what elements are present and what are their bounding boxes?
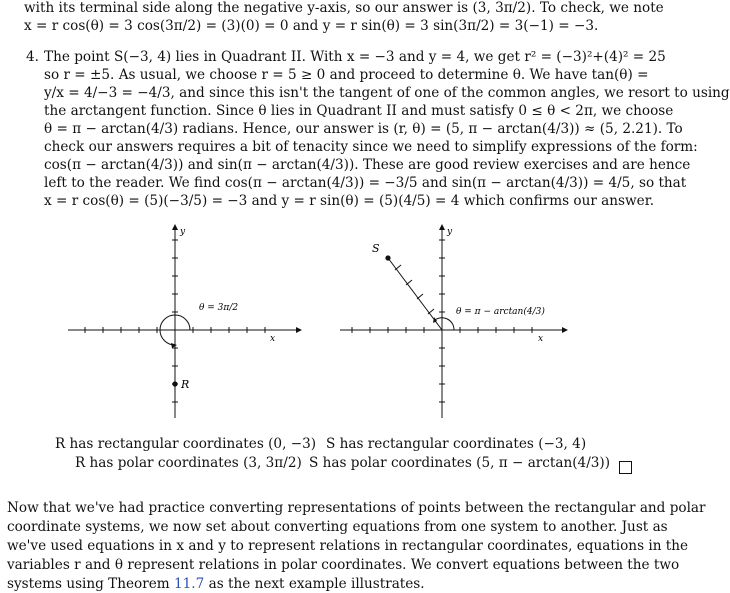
item4-line: left to the reader. We find cos(π − arctan(4/3)) = −3/5 and sin(π − arctan(4/3)) = 4/5, so that: [44, 175, 687, 191]
y-axis-arrow: [172, 224, 178, 230]
point-R: [172, 381, 177, 386]
closing-line: coordinate systems, we now set about converting equations from one system to another. Just as: [7, 519, 668, 535]
item4-line: cos(π − arctan(4/3)) and sin(π − arctan(4/3)). These are good review exercises and are hence: [44, 157, 691, 173]
item4-line: θ = π − arctan(4/3) radians. Hence, our answer is (r, θ) = (5, π − arctan(4/3)) ≈ (5, 2.21). To: [44, 121, 683, 137]
item4-line: so r = ±5. As usual, we choose r = 5 ≥ 0 and proceed to determine θ. We have tan(θ) =: [44, 67, 649, 83]
point-S-label: S: [372, 242, 380, 255]
item4-line: The point S(−3, 4) lies in Quadrant II. With x = −3 and y = 4, we get r² = (−3)²+(4)² = 25: [44, 49, 666, 65]
item4-line: the arctangent function. Since θ lies in Quadrant II and must satisfy 0 ≤ θ < 2π, we choose: [44, 103, 674, 119]
closing-line: Now that we've had practice converting representations of points between the rectangular and polar: [7, 500, 706, 516]
y-axis-label: y: [447, 227, 453, 237]
x-axis-arrow: [562, 327, 568, 333]
item4-line: y/x = 4/−3 = −4/3, and since this isn't the tangent of one of the common angles, we resort to using: [44, 85, 730, 101]
qed-box: [619, 461, 632, 474]
caption-left-1: R has rectangular coordinates (0, −3): [55, 436, 317, 452]
closing-last-tail: as the next example illustrates.: [208, 576, 425, 592]
caption-right-1: S has rectangular coordinates (−3, 4): [326, 436, 587, 452]
top-line-1-tail: To check, we note: [539, 0, 664, 16]
item4-line: x = r cos(θ) = (5)(−3/5) = −3 and y = r sin(θ) = (5)(4/5) = 4 which confirms our answer.: [44, 193, 655, 209]
closing-line-last: [7, 576, 425, 593]
top-line-1-text: with its terminal side along the negative y-axis, so our answer is: [24, 0, 469, 16]
theorem-link[interactable]: 11.7: [174, 576, 205, 592]
caption-left-2: R has polar coordinates (3, 3π/2): [75, 455, 302, 471]
angle-arc-arrow: [171, 343, 177, 348]
x-axis-label: x: [538, 334, 544, 344]
closing-last-head: systems using Theorem: [7, 576, 170, 592]
closing-line: variables r and θ represent relations in polar coordinates. We convert equations between the two: [7, 557, 680, 573]
graph-right: [338, 222, 578, 422]
item-number: 4.: [26, 49, 39, 65]
top-line-1-point: (3, 3π/2).: [472, 0, 536, 16]
graph-left: [60, 222, 300, 422]
ray-ticks: [395, 265, 434, 314]
caption-right-2: S has polar coordinates (5, π − arctan(4/3)): [309, 455, 611, 471]
item4-line: check our answers requires a bit of tenacity since we need to simplify expressions of the form:: [44, 139, 698, 155]
y-axis-label: y: [180, 227, 186, 237]
x-axis-label: x: [270, 334, 276, 344]
point-R-label: R: [181, 378, 190, 391]
y-axis-arrow: [439, 224, 445, 230]
angle-label: θ = π − arctan(4/3): [456, 307, 545, 317]
closing-line: we've used equations in x and y to represent relations in rectangular coordinates, equations in the: [7, 538, 689, 554]
top-line-1: [24, 0, 664, 17]
angle-label: θ = 3π/2: [199, 303, 239, 313]
top-line-2: x = r cos(θ) = 3 cos(3π/2) = (3)(0) = 0 and y = r sin(θ) = 3 sin(3π/2) = 3(−1) = −3.: [24, 18, 599, 34]
x-axis-arrow: [296, 327, 302, 333]
point-S: [385, 255, 390, 260]
